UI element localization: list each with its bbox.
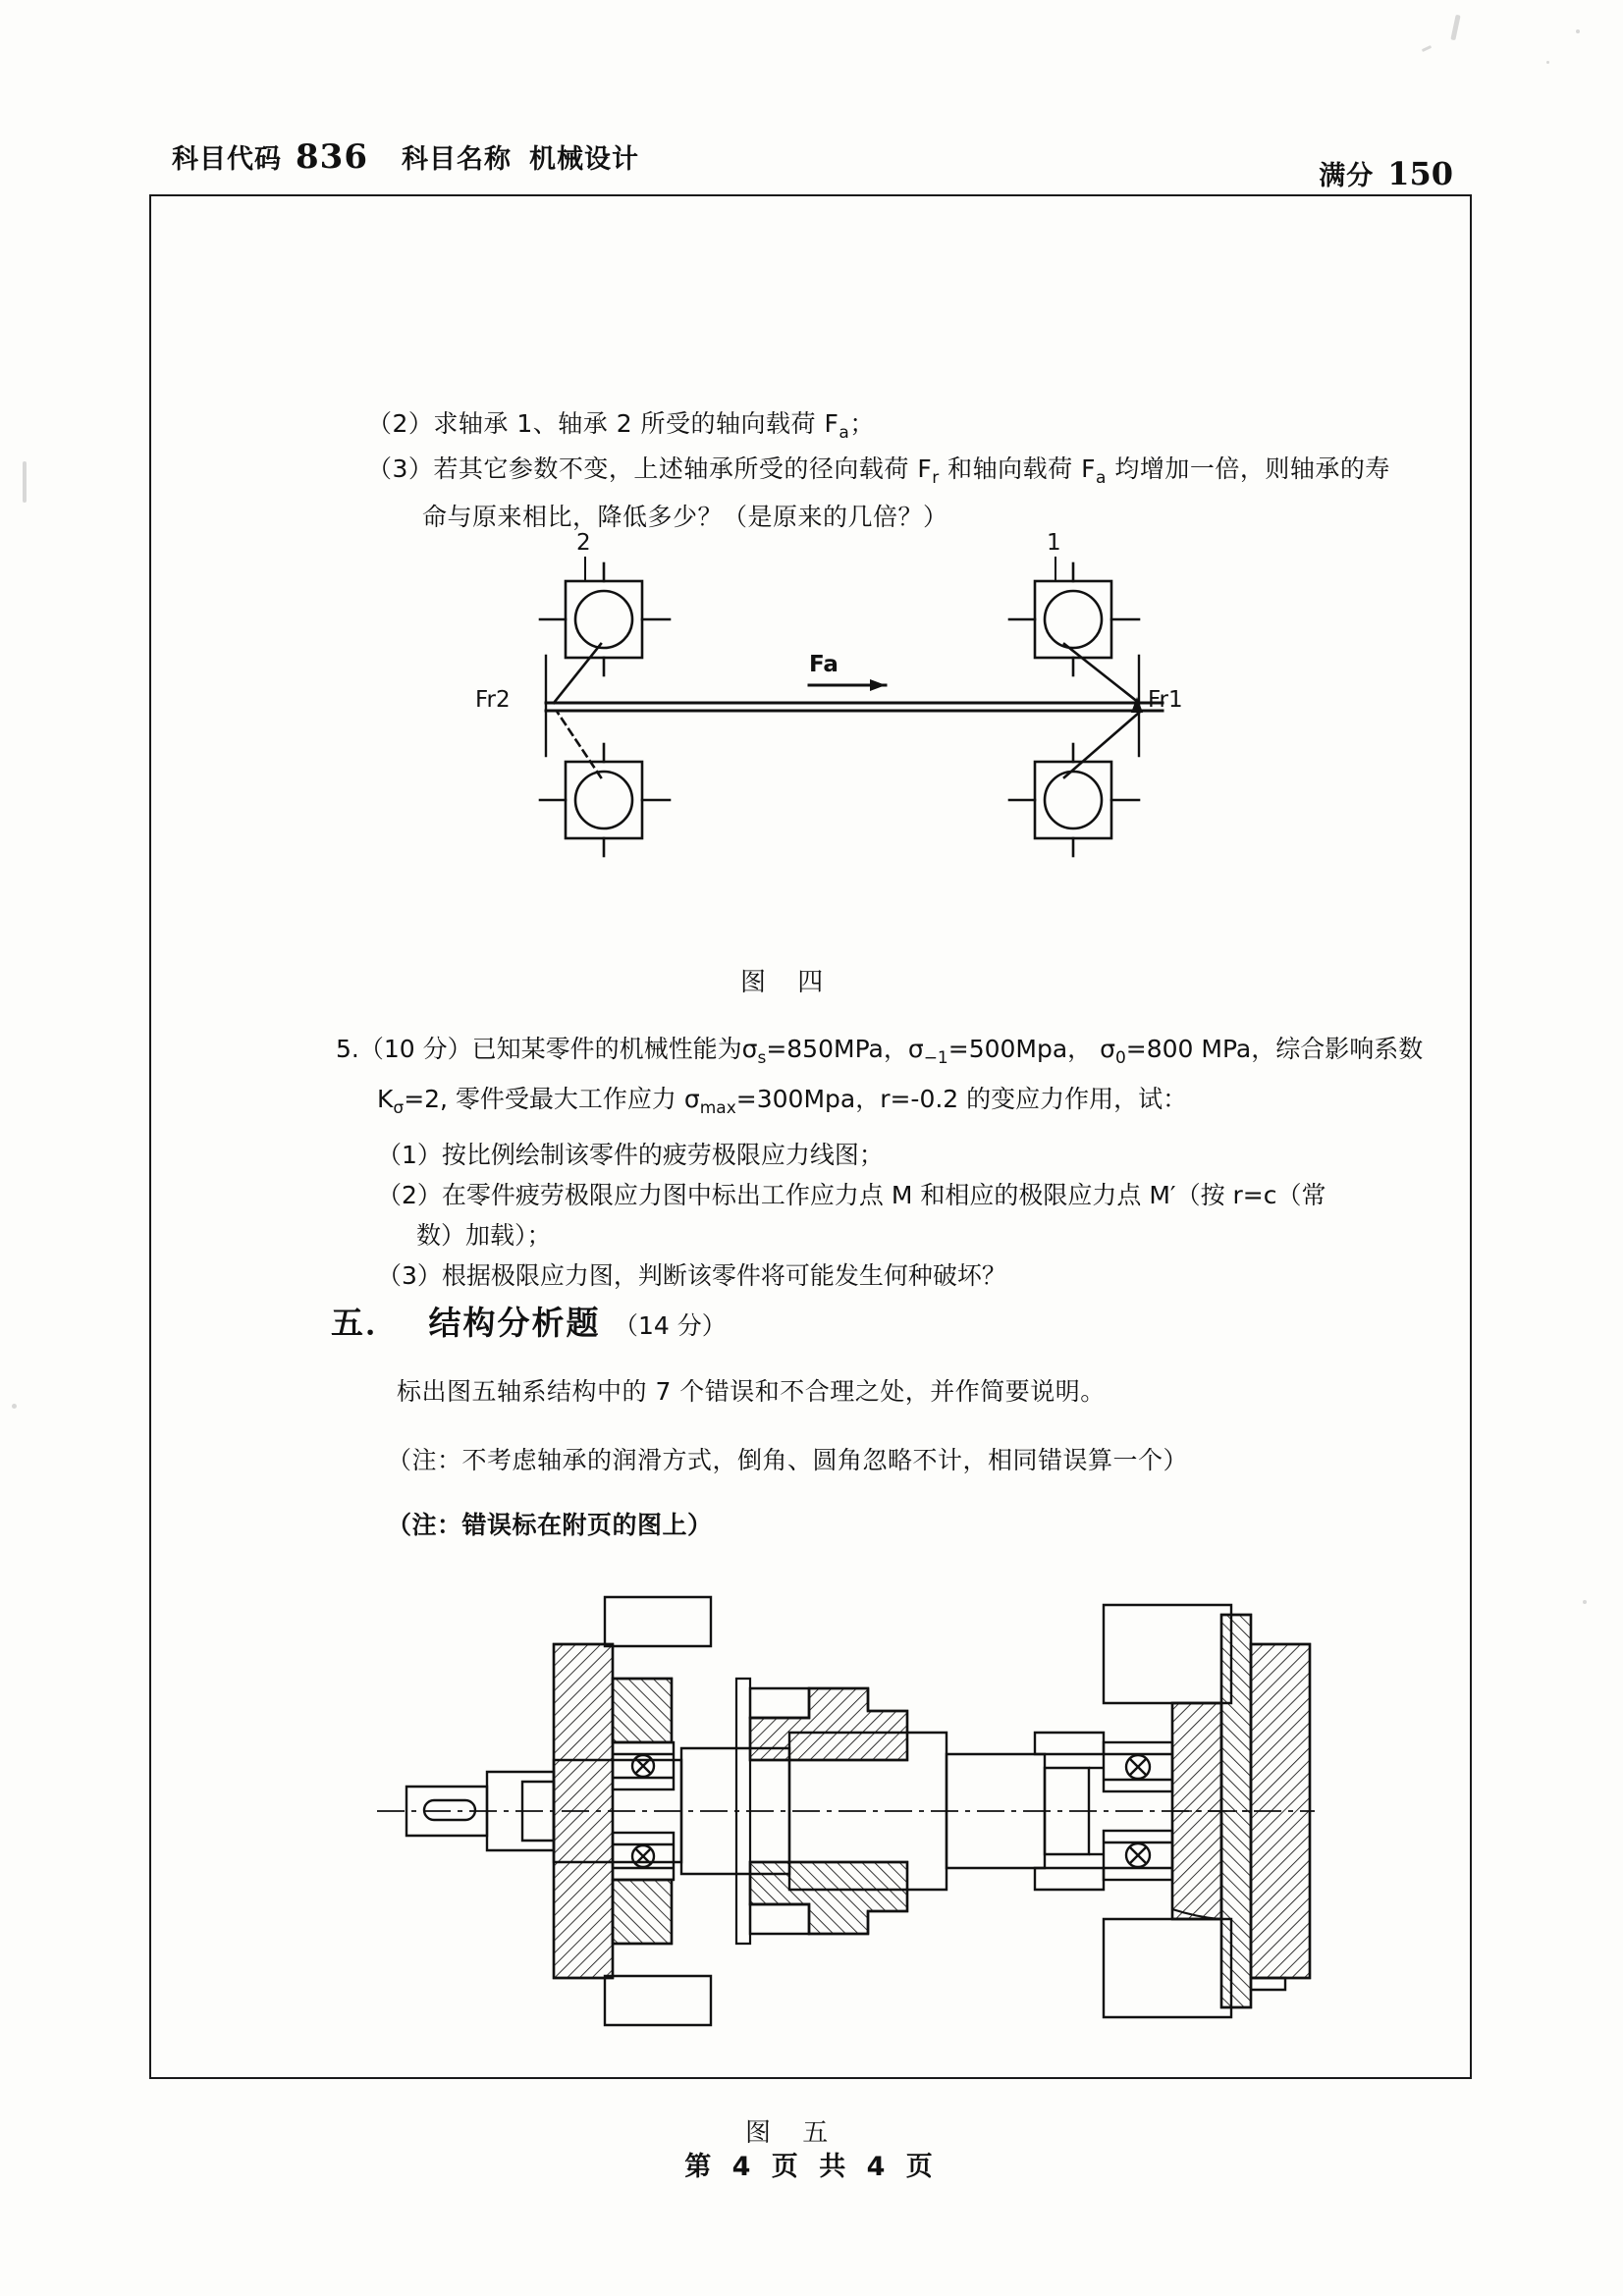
scan-speck: [1546, 61, 1549, 64]
page-footer: 第 4 页 共 4 页: [684, 2152, 939, 2182]
question-5-line1-c: =500Mpa， σ: [947, 1035, 1115, 1063]
section-5-para-1: 标出图五轴系结构中的 7 个错误和不合理之处，并作简要说明。: [397, 1377, 1106, 1406]
question-5-line1-a: 5.（10 分）已知某零件的机械性能为σ: [336, 1035, 758, 1063]
k-sigma-sub: σ: [393, 1098, 405, 1118]
question-5-sub-2: （2）在零件疲劳极限应力图中标出工作应力点 M 和相应的极限应力点 M′（按 r=c（常: [377, 1181, 1326, 1209]
scan-speck: [1583, 1600, 1587, 1604]
question-3-text-b: 和轴向载荷 F: [939, 454, 1097, 483]
full-marks-value: 150: [1387, 155, 1453, 192]
figure-5-caption: 图 五: [745, 2118, 840, 2148]
section-5-heading: [331, 1298, 727, 1344]
section-5-number: 五．: [331, 1304, 400, 1342]
question-5-line2-c: =300Mpa，r=-0.2 的变应力作用，试：: [735, 1085, 1188, 1113]
subject-code-label: 科目代码: [172, 144, 282, 175]
figure-4-diagram: [475, 530, 1261, 911]
question-5-sub-2-cont: 数）加载）；: [416, 1221, 552, 1250]
section-5-para-3: （注：错误标在附页的图上）: [387, 1511, 713, 1539]
question-5-sub-1: （1）按比例绘制该零件的疲劳极限应力线图；: [377, 1141, 884, 1169]
subject-name-label: 科目名称: [401, 144, 512, 175]
sigma-minus1-sub: −1: [923, 1048, 948, 1068]
question-5-sub-3: （3）根据极限应力图，判断该零件将可能发生何种破坏？: [377, 1261, 1006, 1290]
question-3: [367, 450, 1575, 537]
subject-name-value: 机械设计: [528, 144, 639, 175]
scan-speck: [12, 1404, 17, 1409]
figure-5-diagram: [259, 1585, 1359, 2037]
question-2-tail: ；: [849, 409, 875, 438]
question-5-line2: [377, 1079, 1602, 1129]
content-frame: [149, 194, 1472, 2148]
scan-speck: [1422, 45, 1432, 52]
question-3-subscript-a: a: [1096, 468, 1107, 488]
question-2-subscript: a: [839, 423, 850, 443]
section-5-points: （14 分）: [614, 1311, 727, 1340]
scan-speck: [23, 461, 27, 503]
figure-4-label-fa: Fa: [809, 652, 839, 677]
k-symbol: K: [377, 1085, 394, 1113]
question-5-line2-b: =2, 零件受最大工作应力 σ: [404, 1085, 700, 1113]
question-2: [367, 404, 1526, 453]
question-3-text-c: 均增加一倍，则轴承的寿: [1106, 454, 1390, 483]
section-5-para-2: （注：不考虑轴承的润滑方式，倒角、圆角忽略不计，相同错误算一个）: [387, 1446, 1189, 1474]
figure-4-label-1: 1: [1047, 530, 1061, 556]
figure-4-label-fr2: Fr2: [475, 687, 511, 713]
full-marks: [1319, 154, 1453, 192]
question-5-line1-b: =850MPa，σ: [766, 1035, 924, 1063]
question-3-line-2: 命与原来相比，降低多少？（是原来的几倍？）: [422, 503, 948, 531]
figure-4-label-2: 2: [576, 530, 591, 556]
subject-code-value: 836: [296, 137, 368, 177]
figure-4-label-fr1: Fr1: [1148, 687, 1183, 713]
page-header: [172, 137, 1453, 192]
question-5-line1-d: =800 MPa，综合影响系数: [1125, 1035, 1424, 1063]
sigma-0-sub: 0: [1114, 1048, 1126, 1068]
sigma-s-sub: s: [757, 1048, 767, 1068]
scan-speck: [1450, 15, 1460, 40]
sigma-max-sub: max: [699, 1098, 736, 1118]
full-marks-label: 满分: [1319, 161, 1375, 191]
question-2-text: （2）求轴承 1、轴承 2 所受的轴向载荷 F: [367, 409, 839, 438]
figure-4-caption: 图 四: [740, 968, 836, 997]
question-5: [336, 1029, 1602, 1296]
section-5-title: 结构分析题: [428, 1304, 601, 1342]
scan-speck: [1576, 29, 1580, 33]
question-3-subscript-r: r: [932, 468, 940, 488]
question-3-text-a: （3）若其它参数不变，上述轴承所受的径向载荷 F: [367, 454, 933, 483]
